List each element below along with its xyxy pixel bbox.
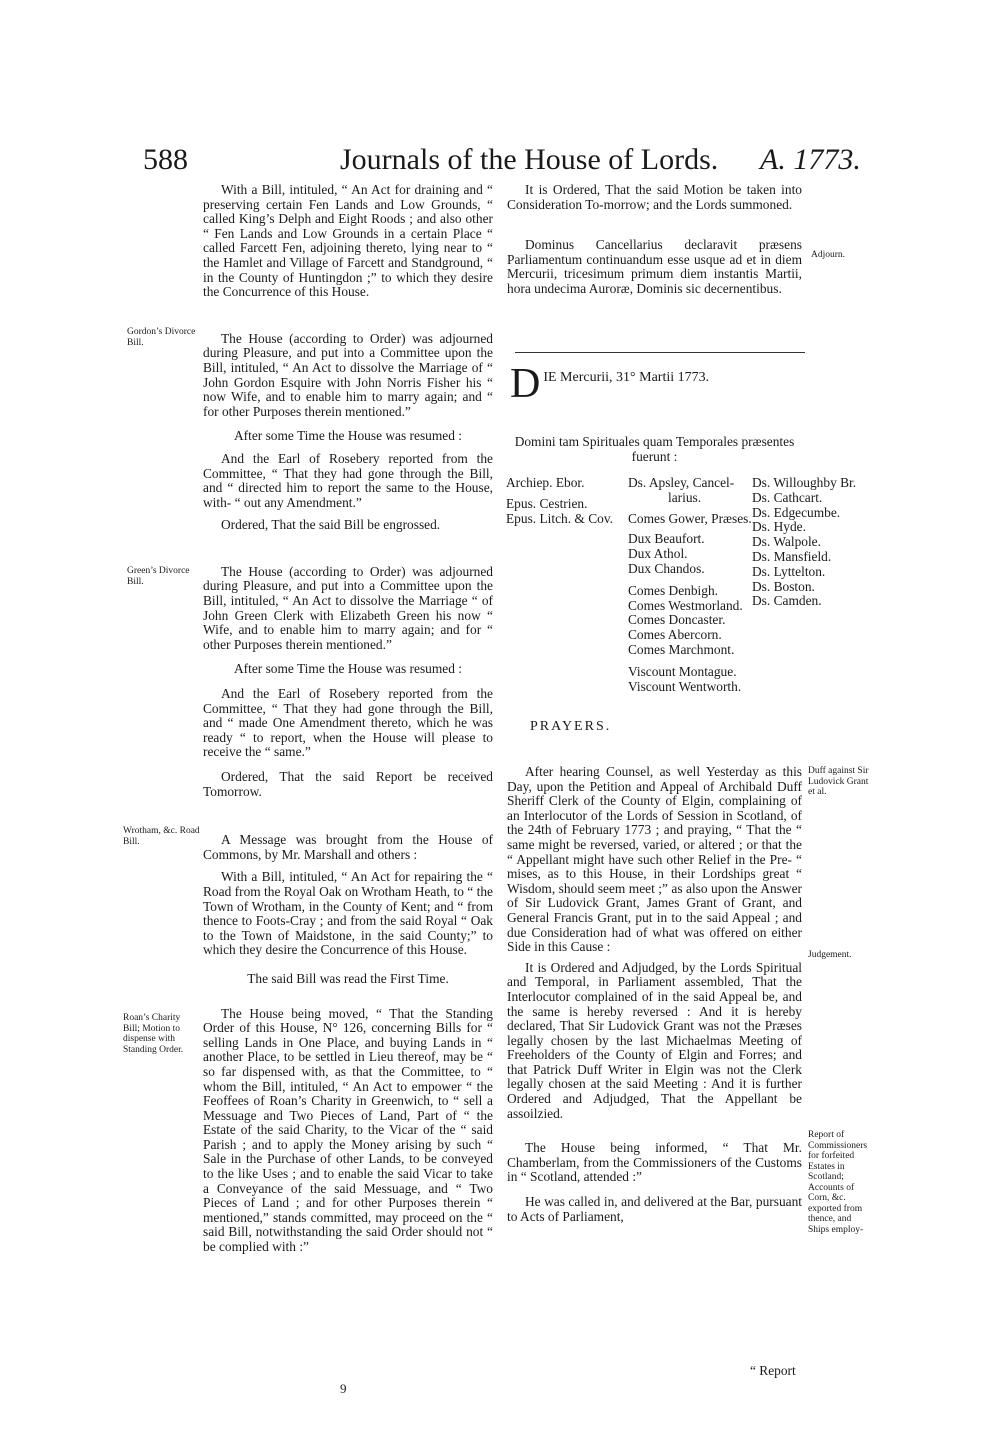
lord-entry: Dux Athol. [628,546,688,562]
day-heading-text: IE Mercurii, 31° Martii 1773. [543,370,710,385]
margin-note-duff: Duff against Sir Ludovick Grant et al. [808,766,869,797]
lord-entry: Comes Denbigh. [628,582,719,598]
paragraph-duff-appeal: After hearing Counsel, as well Yesterday as this Day, upon the Petition and Appeal of Archibald Duff Sheriff Clerk of the County of Elgin, complaining of an Interlocutor of the Lords of Session in Scotland, of the 24th of February 1773 ; and praying, “ That the “ same might be reversed, varied, or altered ; or that the “ Appellant might have such other Relief in the Pre- “ mises, as to this House, in their Lordships great “ Wisdom, should seem meet ;” as also upon the Answer of Sir Ludovick Grant, James Grant of Grant, and General Francis Grant, put in to the said Appeal ; and due Consideration had of what was offered on either Side in this Cause : [507,764,802,955]
domini-present: Domini tam Spirituales quam Temporales præsentes fuerunt : [514,434,795,464]
paragraph-gordon-report: And the Earl of Rosebery reported from the Committee, “ That they had gone through the Bill, and “ directed him to report the same to the House, with- “ out any Amendment.” [203,450,493,510]
paragraph-fen-bill: With a Bill, intituled, “ An Act for draining and “ preserving certain Fen Lands and Low Grounds, “ called King’s Delph and Eight Roods ; and also other “ Fen Lands and Low Grounds in a certain Place “ called Farcett Fen, adjoining thereto, lying near to “ the Hamlet and Village of Farcett and Standground, “ in the County of Huntingdon ;” to which they desire the Concurrence of this House. [203,182,493,300]
paragraph-called-in: He was called in, and delivered at the Bar, pursuant to Acts of Parliament, [507,1194,802,1224]
signature-mark: 9 [340,1381,347,1396]
prayers-heading: PRAYERS. [530,719,612,734]
lord-entry: Archiep. Ebor. [506,475,585,490]
paragraph-judgement: It is Ordered and Adjudged, by the Lords Spiritual and Temporal, in Parliament assembled, That the Interlocutor complained of in the said Appeal be, and the same is hereby reversed : And it is hereby declared, That Sir Ludovick Grant was not the Præses legally chosen by the last Michaelmas Meeting of Freeholders of the County of Elgin and Forres; and that Patrick Duff Writer in Elgin was not the Clerk legally chosen at the said Meeting : And it is further Ordered and Adjudged, That the Appellant be assoilzied. [507,959,802,1121]
lord-entry: Ds. Boston. [752,578,815,594]
paragraph-roan-motion: The House being moved, “ That the Standing Order of this House, N° 126, concerning Bills for “ selling Lands in One Place, and buying Lands in “ another Place, to be settled in Lieu thereof, may be “ so far dispensed with, as that the Committee, to “ whom the Bill, intituled, “ An Act to empower “ the Feoffees of Roan’s Charity in Greenwich, to “ sell a Messuage and Two Pieces of Land, Part of “ the Estate of the said Charity, to the Vicar of the “ said Parish ; and to apply the Money arising by such “ Sale in the Purchase of other Lands, to be conveyed to the like Uses ; and to enable the said Vicar to take a Conveyance of the said Messuage, and “ Two Pieces of Land ; and for other Purposes therein “ mentioned,” stands committed, may proceed on the “ said Bill, notwithstanding the said Order should not “ be complied with :” [203,1005,493,1255]
paragraph-commons-message: A Message was brought from the House of Commons, by Mr. Marshall and others : [203,832,493,862]
page-number: 588 [143,143,188,176]
day-heading [510,361,810,407]
lord-entry: Epus. Cestrien. [506,495,588,511]
page-year: A. 1773. [760,143,861,176]
margin-note-green: Green’s Divorce Bill. [127,566,190,587]
margin-note-report: Report of Commissioners for forfeited Estates in Scotland; Accounts of Corn, &c. exported from thence, and Ships employ- [808,1130,868,1235]
left-column [203,183,493,1255]
lord-entry: Ds. Walpole. [752,534,821,550]
lord-entry: Comes Marchmont. [628,641,735,657]
lord-entry: Ds. Hyde. [752,519,806,535]
lord-entry: Ds. Mansfield. [752,548,832,564]
paragraph-gordon-engrossed: Ordered, That the said Bill be engrossed. [221,517,441,533]
paragraph-adjournment: Dominus Cancellarius declaravit præsens Parliamentum continuandum esse usque ad et in diem Mercurii, tricesimum primum diem instantis Martii, hora undecima Auroræ, Dominis sic decernentibus. [507,237,802,296]
right-column-bottom [507,765,802,1224]
margin-note-judgement: Judgement. [808,950,852,960]
lord-entry: Ds. Willoughby Br. [752,475,857,490]
lords-list-spiritual [506,476,626,526]
lord-entry: Comes Westmorland. [628,597,743,613]
paragraph-resumed-1: After some Time the House was resumed : [234,428,462,444]
paragraph-resumed-2: After some Time the House was resumed : [234,661,462,677]
lord-entry: Viscount Wentworth. [628,678,742,694]
paragraph-report-received: Ordered, That the said Report be received Tomorrow. [203,769,493,799]
lord-entry: Dux Chandos. [628,560,705,576]
margin-note-gordon: Gordon’s Divorce Bill. [127,327,196,348]
paragraph-first-time: The said Bill was read the First Time. [247,970,449,986]
lord-entry: Ds. Lyttelton. [752,563,826,579]
lord-entry: Ds. Apsley, Cancel- [628,475,735,490]
lord-entry: Epus. Litch. & Cov. [506,510,613,526]
paragraph-gordon-committee: The House (according to Order) was adjourned during Pleasure, and put into a Committee upon the Bill, intituled, “ An Act to dissolve the Marriage of “ John Gordon Esquire with John Norris Fisher his “ now Wife, and to enable him to marry again; and “ for other Purposes therein mentioned.” [203,330,493,419]
right-column-top [507,183,802,297]
margin-note-roan: Roan’s Charity Bill; Motion to dispense with Standing Order. [123,1013,184,1055]
lords-list-temporal-1 [628,476,753,694]
drop-cap: D [510,361,541,407]
paragraph-wrotham-bill: With a Bill, intituled, “ An Act for repairing the “ Road from the Royal Oak on Wrotham Heath, to “ the Town of Wrotham, in the County of Kent; and “ from thence to Foots-Cray ; and from the said Royal “ Oak to the Town of Maidstone, in the said County;” to which they desire the Concurrence of this House. [203,869,493,958]
lord-entry: Ds. Cathcart. [752,489,823,505]
lord-entry: Ds. Edgecumbe. [752,504,841,520]
paragraph-house-informed: The House being informed, “ That Mr. Chamberlam, from the Commissioners of the Customs in “ Scotland, attended :” [507,1140,802,1185]
lord-entry: larius. [668,489,702,505]
margin-note-wrotham: Wrotham, &c. Road Bill. [123,826,200,847]
page-title: Journals of the House of Lords. [340,143,719,176]
lords-list-temporal-2 [752,476,870,609]
lord-entry: Comes Gower, Præses. [628,510,752,526]
lord-entry: Dux Beaufort. [628,531,705,547]
paragraph-green-report: And the Earl of Rosebery reported from the Committee, “ That they had gone through the Bill, and “ made One Amendment thereto, which he was ready “ to report, when the House will please to receive the “ same.” [203,686,493,760]
section-rule [515,352,805,353]
margin-note-adjourn: Adjourn. [811,250,846,260]
lord-entry: Ds. Camden. [752,593,822,609]
lord-entry: Comes Doncaster. [628,612,726,628]
lord-entry: Comes Abercorn. [628,627,722,643]
catchword: “ Report [750,1363,796,1378]
paragraph-motion-ordered: It is Ordered, That the said Motion be taken into Consideration To-morrow; and the Lords summoned. [507,182,802,212]
lord-entry: Viscount Montague. [628,663,737,679]
paragraph-green-committee: The House (according to Order) was adjourned during Pleasure, and put into a Committee upon the Bill, intituled, “ An Act to dissolve the Marriage “ of John Green Clerk with Elizabeth Green his now “ Wife, and to enable him to marry again; and for “ other Purposes therein mentioned.” [203,563,493,652]
